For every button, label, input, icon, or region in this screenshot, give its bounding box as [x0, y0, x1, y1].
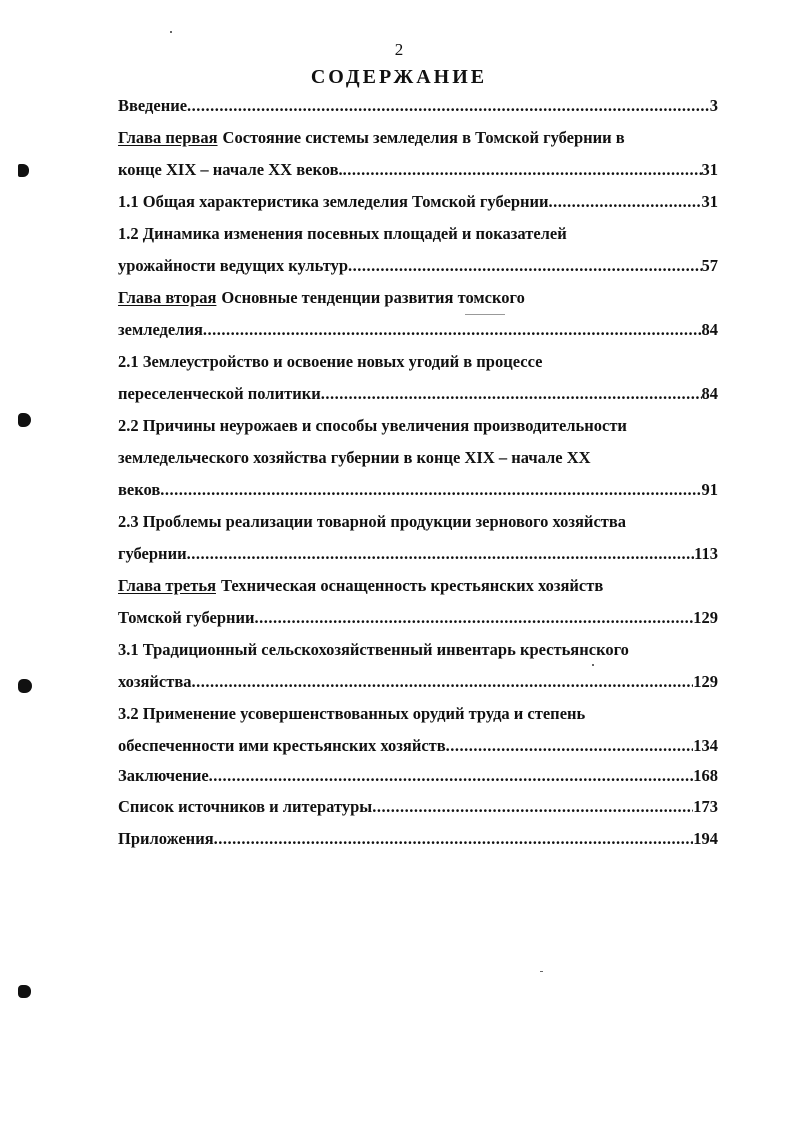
chapter-label: Глава первая: [118, 128, 218, 147]
toc-page-number: 31: [701, 192, 718, 211]
toc-entry-2-3[interactable]: [118, 512, 718, 538]
chapter-label: Глава третья: [118, 576, 216, 595]
dot-leader: [446, 736, 694, 756]
toc-entry-text: 2.1 Землеустройство и освоение новых угодий в процессе: [118, 352, 543, 371]
dot-leader: [187, 96, 710, 116]
binding-hole-mark: [18, 413, 31, 427]
toc-entry-text: Заключение: [118, 766, 209, 785]
binding-hole-mark: [18, 679, 32, 693]
scan-speck: [465, 314, 505, 315]
toc-entry-3-2[interactable]: [118, 704, 718, 730]
toc-entry-chapter-2[interactable]: [118, 288, 718, 314]
dot-leader: [321, 384, 702, 404]
dot-leader: [255, 608, 694, 628]
toc-entry-text: земледельческого хозяйства губернии в конце XIX – начале XX: [118, 448, 591, 467]
toc-entry-2-2-cont-2[interactable]: [118, 480, 718, 506]
toc-entry-text: 2.2 Причины неурожаев и способы увеличения производительности: [118, 416, 627, 435]
toc-entry-text: Техническая оснащенность крестьянских хозяйств: [221, 576, 604, 595]
toc-entry-text: хозяйства: [118, 672, 192, 691]
toc-entry-3-2-cont[interactable]: [118, 736, 718, 762]
toc-entry-chapter-1-cont[interactable]: [118, 160, 718, 186]
binding-hole-mark: [18, 985, 31, 998]
toc-entry-3-1[interactable]: [118, 640, 718, 666]
toc-entry-text: 3.1 Традиционный сельскохозяйственный инвентарь крестьянского: [118, 640, 629, 659]
toc-entry-2-2-cont[interactable]: [118, 448, 718, 474]
toc-entry-2-1[interactable]: [118, 352, 718, 378]
toc-entry-1-1[interactable]: [118, 192, 718, 218]
toc-entry-chapter-2-cont[interactable]: [118, 320, 718, 346]
toc-entry-text: 3.2 Применение усовершенствованных орудий труда и степень: [118, 704, 586, 723]
scan-speck: [592, 664, 594, 666]
toc-entry-text: обеспеченности ими крестьянских хозяйств: [118, 736, 446, 755]
dot-leader: [160, 480, 701, 500]
toc-entry-2-1-cont[interactable]: [118, 384, 718, 410]
dot-leader: [209, 766, 694, 786]
toc-entry-text: Основные тенденции развития томского: [221, 288, 525, 307]
toc-entry-text: Список источников и литературы: [118, 797, 373, 816]
scan-speck: [170, 31, 172, 33]
toc-entry-text: Введение: [118, 96, 188, 115]
toc-page-number: 91: [701, 480, 718, 499]
page-number: 2: [394, 40, 404, 59]
toc-entry-chapter-3-cont[interactable]: [118, 608, 718, 634]
dot-leader: [187, 544, 695, 564]
toc-entry-text: Томской губернии: [118, 608, 255, 627]
dot-leader: [192, 672, 694, 692]
toc-page-number: 84: [701, 384, 718, 403]
scan-speck: [540, 971, 543, 972]
toc-page-number: 84: [701, 320, 718, 339]
toc-page-number: 173: [693, 797, 718, 816]
toc-page-number: 168: [693, 766, 718, 785]
toc-entry-1-2-cont[interactable]: [118, 256, 718, 282]
toc-entry-text: 2.3 Проблемы реализации товарной продукции зернового хозяйства: [118, 512, 627, 531]
toc-page-number: 129: [693, 672, 718, 691]
toc-entry-conclusion[interactable]: [118, 766, 718, 792]
toc-entry-appendices[interactable]: [118, 829, 718, 855]
toc-entry-chapter-1[interactable]: [118, 128, 718, 154]
toc-entry-text: Состояние системы земледелия в Томской губернии в: [222, 128, 625, 147]
dot-leader: [549, 192, 702, 212]
page-title: СОДЕРЖАНИЕ: [310, 66, 488, 88]
toc-entry-text: 1.1 Общая характеристика земледелия Томской губернии: [118, 192, 549, 211]
toc-entry-3-1-cont[interactable]: [118, 672, 718, 698]
toc-entry-2-2[interactable]: [118, 416, 718, 442]
toc-entry-text: губернии: [118, 544, 187, 563]
toc-page-number: 129: [693, 608, 718, 627]
toc-entry-text: урожайности ведущих культур: [118, 256, 349, 275]
dot-leader: [203, 320, 702, 340]
toc-entry-sources[interactable]: [118, 797, 718, 823]
toc-page-number: 134: [693, 736, 718, 755]
dot-leader: [372, 797, 693, 817]
toc-entry-2-3-cont[interactable]: [118, 544, 718, 570]
toc-page-number: 194: [693, 829, 718, 848]
dot-leader: [214, 829, 694, 849]
toc-page-number: 57: [701, 256, 718, 275]
toc-entry-introduction[interactable]: [118, 96, 718, 122]
toc-entry-text: земледелия: [118, 320, 203, 339]
toc-entry-text: 1.2 Динамика изменения посевных площадей и показателей: [118, 224, 567, 243]
toc-entry-text: переселенческой политики: [118, 384, 321, 403]
toc-entry-1-2[interactable]: [118, 224, 718, 250]
toc-entry-text: веков: [118, 480, 161, 499]
toc-entry-chapter-3[interactable]: [118, 576, 718, 602]
dot-leader: [343, 160, 702, 180]
chapter-label: Глава вторая: [118, 288, 217, 307]
dot-leader: [348, 256, 701, 276]
toc-page-number: 3: [709, 96, 718, 115]
toc-entry-text: конце XIX – начале XX веков.: [118, 160, 343, 179]
toc-page-number: 31: [701, 160, 718, 179]
toc-entry-text: Приложения: [118, 829, 214, 848]
toc-page-number: 113: [694, 544, 718, 563]
binding-hole-mark: [18, 164, 29, 177]
